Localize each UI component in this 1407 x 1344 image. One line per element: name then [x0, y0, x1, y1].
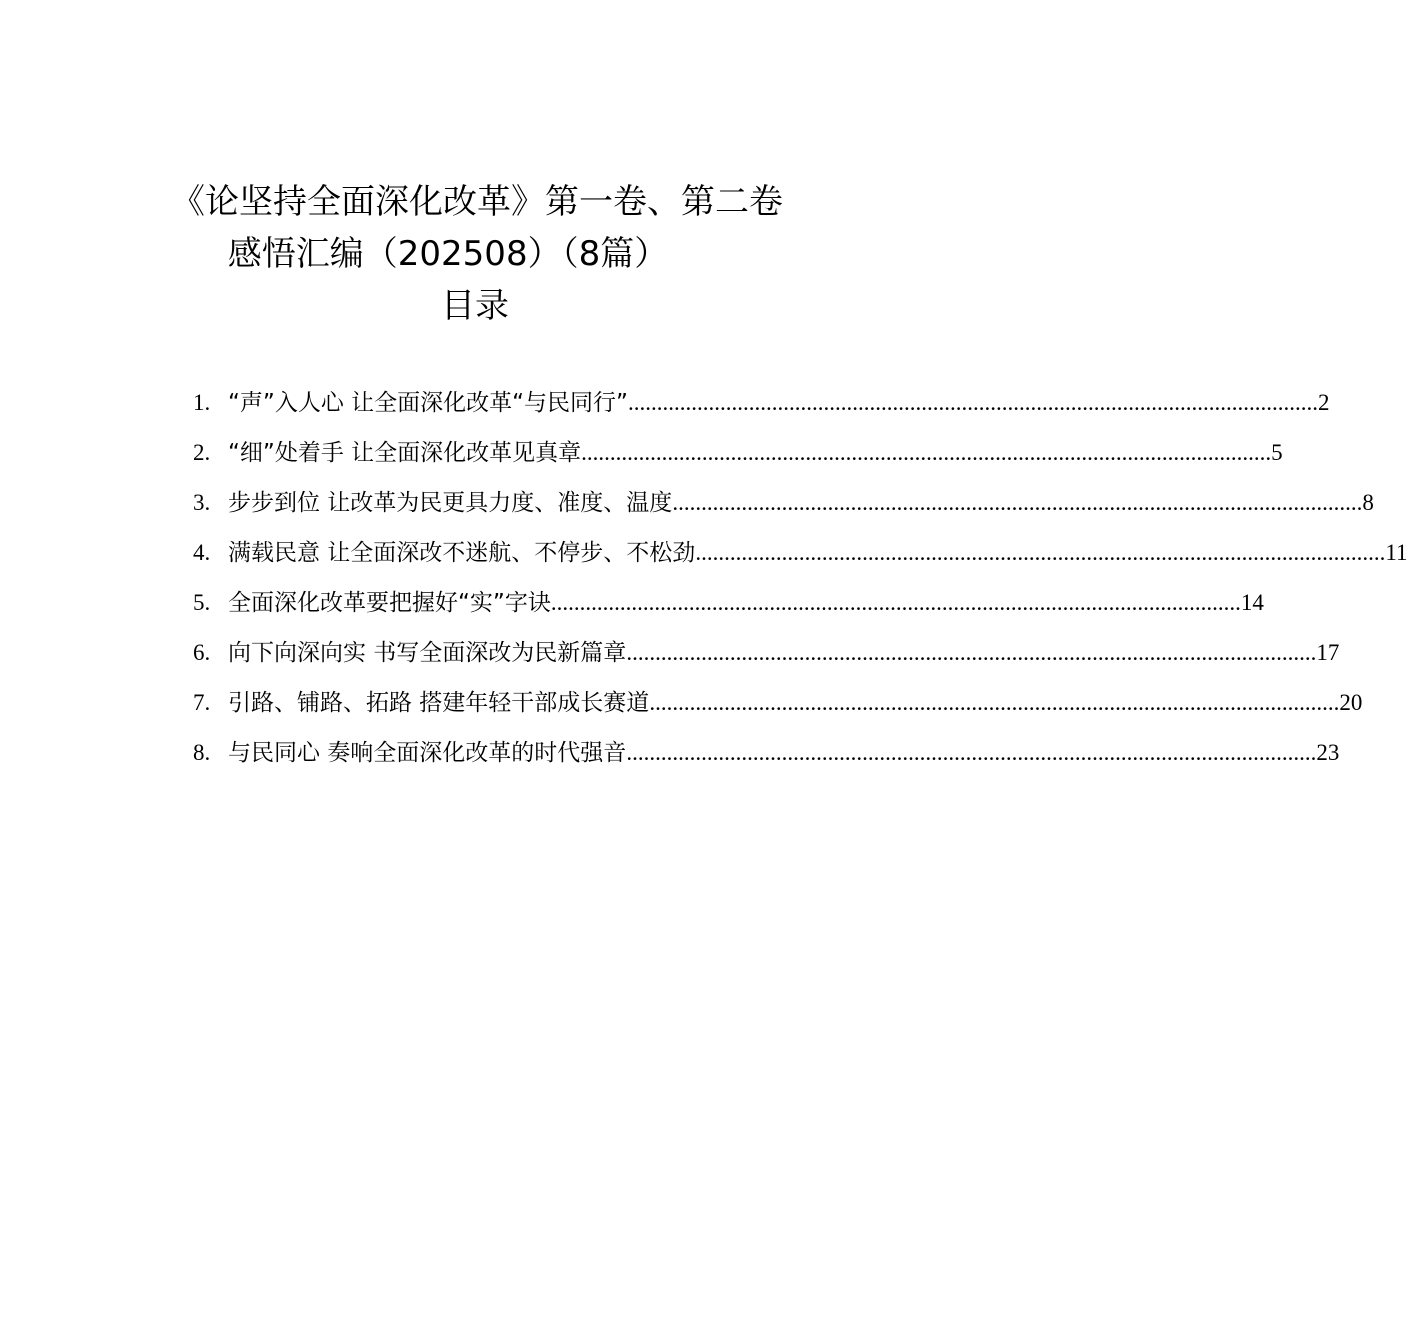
- toc-entry-page: 17: [1316, 640, 1340, 665]
- toc-entry-title: 满载民意 让全面深改不迷航、不停步、不松劲: [228, 540, 696, 566]
- toc-entry-title: 向下向深向实 书写全面深改为民新篇章: [228, 640, 627, 666]
- toc-entry-title: 引路、铺路、拓路 搭建年轻干部成长赛道: [228, 690, 650, 716]
- toc-entry-title: “细”处着手 让全面深化改革见真章: [228, 440, 582, 466]
- toc-entry-page: 5: [1271, 440, 1283, 465]
- toc-entry-title: 步步到位 让改革为民更具力度、准度、温度: [228, 490, 673, 516]
- toc-entry[interactable]: [193, 528, 1407, 578]
- toc-entry-number: 8.: [193, 740, 211, 765]
- toc-entry[interactable]: [193, 378, 1330, 428]
- title-line-1: 《论坚持全面深化改革》第一卷、第二卷: [171, 182, 783, 222]
- toc-entry-number: 5.: [193, 590, 211, 615]
- toc-dot-leader: ........................................................................................................................: [550, 590, 1241, 615]
- toc-entry[interactable]: [193, 628, 1340, 678]
- table-of-contents: [193, 378, 1407, 778]
- toc-entry-number: 1.: [193, 390, 211, 415]
- toc-entry[interactable]: [193, 578, 1264, 628]
- toc-entry-number: 4.: [193, 540, 211, 565]
- toc-dot-leader: ........................................................................................................................: [626, 740, 1317, 765]
- toc-entry[interactable]: [193, 728, 1340, 778]
- toc-dot-leader: ........................................................................................................................: [649, 690, 1340, 715]
- toc-dot-leader: ........................................................................................................................: [581, 440, 1272, 465]
- toc-entry-page: 20: [1339, 690, 1363, 715]
- toc-entry-title: 与民同心 奏响全面深化改革的时代强音: [228, 740, 627, 766]
- toc-dot-leader: ........................................................................................................................: [672, 490, 1363, 515]
- toc-dot-leader: ........................................................................................................................: [626, 640, 1317, 665]
- toc-entry[interactable]: [193, 478, 1374, 528]
- toc-entry-title: “声”入人心 让全面深化改革“与民同行”: [228, 390, 628, 416]
- toc-dot-leader: ........................................................................................................................: [695, 540, 1386, 565]
- toc-entry-page: 14: [1240, 590, 1264, 615]
- document-title: [0, 176, 950, 332]
- toc-entry[interactable]: [193, 428, 1283, 478]
- toc-heading: 目录: [441, 286, 509, 326]
- toc-entry-page: 8: [1362, 490, 1374, 515]
- toc-entry-number: 3.: [193, 490, 211, 515]
- toc-entry-page: 23: [1316, 740, 1340, 765]
- toc-entry-number: 7.: [193, 690, 211, 715]
- toc-entry-title: 全面深化改革要把握好“实”字诀: [228, 590, 551, 616]
- toc-dot-leader: ........................................................................................................................: [627, 390, 1318, 415]
- toc-entry-number: 6.: [193, 640, 211, 665]
- toc-entry-page: 2: [1317, 390, 1330, 415]
- toc-entry-page: 11: [1385, 540, 1407, 565]
- toc-entry-number: 2.: [193, 440, 211, 465]
- title-line-2: 感悟汇编（202508）（8篇）: [227, 234, 669, 274]
- toc-entry[interactable]: [193, 678, 1363, 728]
